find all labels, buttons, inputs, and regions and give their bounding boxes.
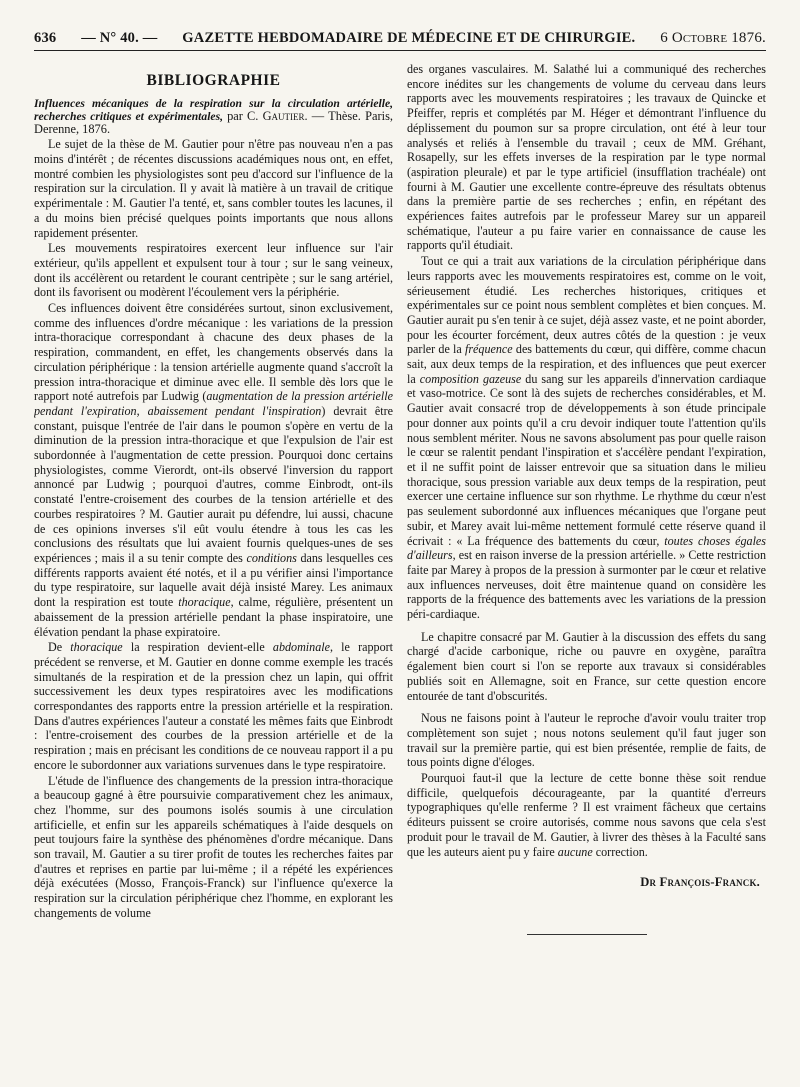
italic-run: toutes choses égales d'ailleurs (407, 533, 766, 563)
article-columns (34, 62, 766, 1062)
paragraph (407, 771, 766, 859)
author-name: C. Gautier. (246, 108, 308, 123)
paragraph (34, 640, 393, 772)
end-rule (527, 934, 647, 935)
text-run: ) devrait être constant, puisque l'entrée de l'air dans le poumon s'opère en vertu de la diminution de la pression intra-thoracique et que l'expulsion de l'air est subordonnée à l'augmentation de cette pression. Pourquoi donc certains physiologistes, comme Vierordt, ont-ils observé l'inversion du rapport annoncé par Ludwig ; pourquoi d'autres, comme Einbrodt, ont-ils constaté l'entre-croisement des courbes de la tension artérielle et des courbes respiratoires ? M. Gautier aurait pu défendre, lui aussi, chacune de ces opinions inverses s'il eût voulu étendre à tous les cas les conclusions des résultats que lui avaient fournis quelques-unes de ses expériences ; mais il a su tenir compte des (34, 403, 393, 565)
paragraph: Les mouvements respiratoires exercent leur influence sur l'air extérieur, qu'ils appellent et expulsent tour à tour ; sur le sang veineux, dont ils accélèrent ou retardent le courant centripète ; sur le sang artériel, dont ils favorisent ou modèrent l'écoulement vers la périphérie. (34, 241, 393, 300)
author-signature: Dr François-Franck. (640, 875, 760, 890)
text-run: la respiration devient-elle (130, 640, 265, 655)
italic-run: conditions (246, 551, 297, 565)
text-run: correction. (595, 844, 648, 859)
paragraph: des organes vasculaires. M. Salathé lui a communiqué des recherches encore inédites sur les changements de volume du cerveau dans leurs rapports avec les mouvements respiratoires ; les travaux de Quincke et Pfeiffer, repris et complétés par M. Héger et démontrant l'influence du déplissement du poumon sur sa propre circulation, ont été à leur tour analysés et reliés à l'ensemble du travail ; ceux de MM. Gréhant, Rosapelly, sur les effets inverses de la respiration par le type normal (aspiration pleurale) et par le type artificiel (insufflation trachéale) ont fourni à M. Gautier une excellente contre-épreuve des résultats obtenus dans la première partie de ses recherches ; enfin, en répétant des expériences faites autrefois par le professeur Marey sur un appareil schématique, l'auteur a pu faire varier en connaissance de cause les rapports qu'il étudiait. (407, 62, 766, 253)
paragraph: L'étude de l'influence des changements de la pression intra-thoracique a beaucoup gagné à être poursuivie comparativement chez les animaux, chez l'homme, sur des poumons isolés soumis à une circulation artificielle, et enfin sur les appareils schématiques à l'aide desquels on peut toujours faire la synthèse des phénomènes d'ordre mécanique. Dans son travail, M. Gautier a su tirer profit de toutes les recherches faites par d'autres et reprises en partie par lui-même ; il a répété les expériences déjà exécutées (Mosso, François-Franck) sur l'influence qu'exerce la respiration sur la circulation périphérique chez l'homme, en explorant les changements de volume (34, 773, 393, 920)
page-number: 636 (34, 30, 57, 46)
text-run: , le rapport précédent se renverse, et M. Gautier en donne comme exemple les tracés simultanés de la respiration et de la pression chez un lapin, qui offrit successivement les deux types respiratoires avec les modifications correspondantes des rapports entre la pression artérielle et la respiration. Dans d'autres expériences l'auteur a constaté les mêmes faits que Einbrodt : l'entre-croisement des courbes de la pression artérielle et de la respiration ; mais en précisant les conditions de ce nouveau rapport il a pu encore le subordonner aux variations survenues dans le type respiratoire. (34, 640, 393, 772)
text-run: , est en raison inverse de la pression artérielle. » Cette restriction faite par Marey à propos de la pression à surmonter par le cœur et relative aux influences nerveuses, doit être maintenue quand on considère les rapports de la fréquence des battements avec les variations de la pression péri-cardiaque. (407, 548, 766, 622)
journal-title: GAZETTE HEBDOMADAIRE DE MÉDECINE ET DE CHIRURGIE. (182, 30, 636, 46)
section-heading: BIBLIOGRAPHIE (146, 72, 281, 89)
left-column (34, 62, 393, 1062)
italic-run: aucune (557, 844, 593, 859)
italic-run: thoracique (70, 640, 123, 655)
paragraph (34, 301, 393, 639)
italic-run: augmentation de la pression artérielle pendant l'expiration, abaissement pendant l'inspiration (34, 389, 393, 418)
italic-run: fréquence (464, 342, 513, 357)
text-run: des battements du cœur, qui diffère, comme chacun sait, aux deux temps de la respiration, et des influences que peut exercer la (407, 342, 766, 386)
article-title (34, 97, 393, 137)
right-column (407, 62, 766, 1062)
text-run: Tout ce qui a trait aux variations de la circulation périphérique dans leurs rapports avec les mouvements respiratoires est, comme on le voit, sérieusement étudié. Les recherches historiques, critiques et expérimentales sur ce point nous semblent complètes et bien conçues. M. Gautier aurait pu s'en tenir à ce sujet, déjà assez vaste, et ne point aborder, pour les écourter forcément, deux autres côtés de la question : je veux parler de la (407, 254, 766, 357)
issue-number: — N° 40. — (81, 30, 158, 46)
text-run: Pourquoi faut-il que la lecture de cette bonne thèse soit rendue difficile, quelquefois décourageante, par la quantité d'erreurs typographiques qu'elle renferme ? Il est vraiment fâcheux que certains éditeurs puissent se croire autorisés, comme nous savons que cela s'est produit pour le travail de M. Gautier, à livrer des thèses à la Faculté sans que les auteurs aient pu y faire (407, 771, 766, 859)
paragraph: Nous ne faisons point à l'auteur le reproche d'avoir voulu traiter trop complètement son sujet ; nous notons seulement qu'il faut juger son travail sur la première partie, qui est bien présentée, remplie de faits, de tous points digne d'éloges. (407, 711, 766, 770)
text-run: Ces influences doivent être considérées surtout, sinon exclusivement, comme des influences d'ordre mécanique : les variations de la pression intra-thoracique correspondant à chacune des deux phases de la respiration, commandent, en effet, les changements observés dans la circulation périphérique : la tension artérielle augmente quand s'accroît la pression intra-thoracique et diminue avec elle. Il semble dès lors que le rapport noté autrefois par Ludwig ( (34, 301, 393, 404)
italic-run: composition gazeuse (419, 371, 522, 386)
paragraph: Le sujet de la thèse de M. Gautier pour n'être pas nouveau n'en a pas moins d'intérêt ; de récentes discussions académiques nous ont, en effet, montré combien les physiologistes sont peu d'accord sur l'influence de la respiration sur la circulation. Il y avait là matière à un travail de critique expérimentale : M. Gautier l'a tenté, et, sans combler toutes les lacunes, il a du moins bien précisé quelques points importants que nous allons rapidement présenter. (34, 137, 393, 240)
text-run: , calme, régulière, présentent un abaissement de la pression artérielle pendant la phase inspiratoire, une élévation pendant la phase expiratoire. (34, 595, 393, 639)
text-run: De (48, 640, 63, 655)
paragraph (407, 254, 766, 622)
title-par: par (227, 108, 243, 123)
italic-run: thoracique (178, 595, 231, 610)
title-italic: Influences mécaniques de la respiration sur la circulation artérielle, recherches critiques et expérimentales, (34, 96, 393, 123)
text-run: dans lesquelles ces différents rapports avaient été notés, et il a pu vérifier ainsi l'importance du type respiratoire, sur laquelle avait déjà insisté Marey. Les animaux dont la respiration est toute (34, 551, 393, 610)
text-run: du sang sur les appareils d'innervation cardiaque et vaso-motrice. Ce sont là des sujets de recherches considérables, et M. Gautier avait consacré trop de développements à son étude principale pour donner aux points qu'il a cru devoir indiquer toute l'attention qu'ils nous semblent mériter. Nous ne savons absolument pas pour quelle raison le cœur se ralentit pendant l'inspiration et s'accélère pendant l'expiration, et il ne suffit point de laisser entrevoir que sa situation dans le milieu thoracique, sous pression variable aux deux temps de la respiration, peut exercer une certaine influence sur son rhythme. Le rhythme du cœur n'est pas seulement subordonné aux influences mécaniques que l'organe peut subir, et Marey avait lui-même nettement formulé cette réserve quand il écrivait : « La fréquence des battements du cœur, (407, 371, 766, 548)
title-rest: — Thèse. Paris, Derenne, 1876. (34, 108, 393, 137)
page-header (34, 30, 766, 51)
issue-date: 6 Octobre 1876. (660, 30, 766, 46)
italic-run: abdominale (272, 640, 330, 655)
paragraph: Le chapitre consacré par M. Gautier à la discussion des effets du sang chargé d'acide carbonique, riche ou pauvre en oxygène, paraîtra également bien court si l'on se reporte aux travaux si considérables publiés soit en Allemagne, soit en France, sur cette question encore entourée de tant d'obscurités. (407, 629, 766, 703)
